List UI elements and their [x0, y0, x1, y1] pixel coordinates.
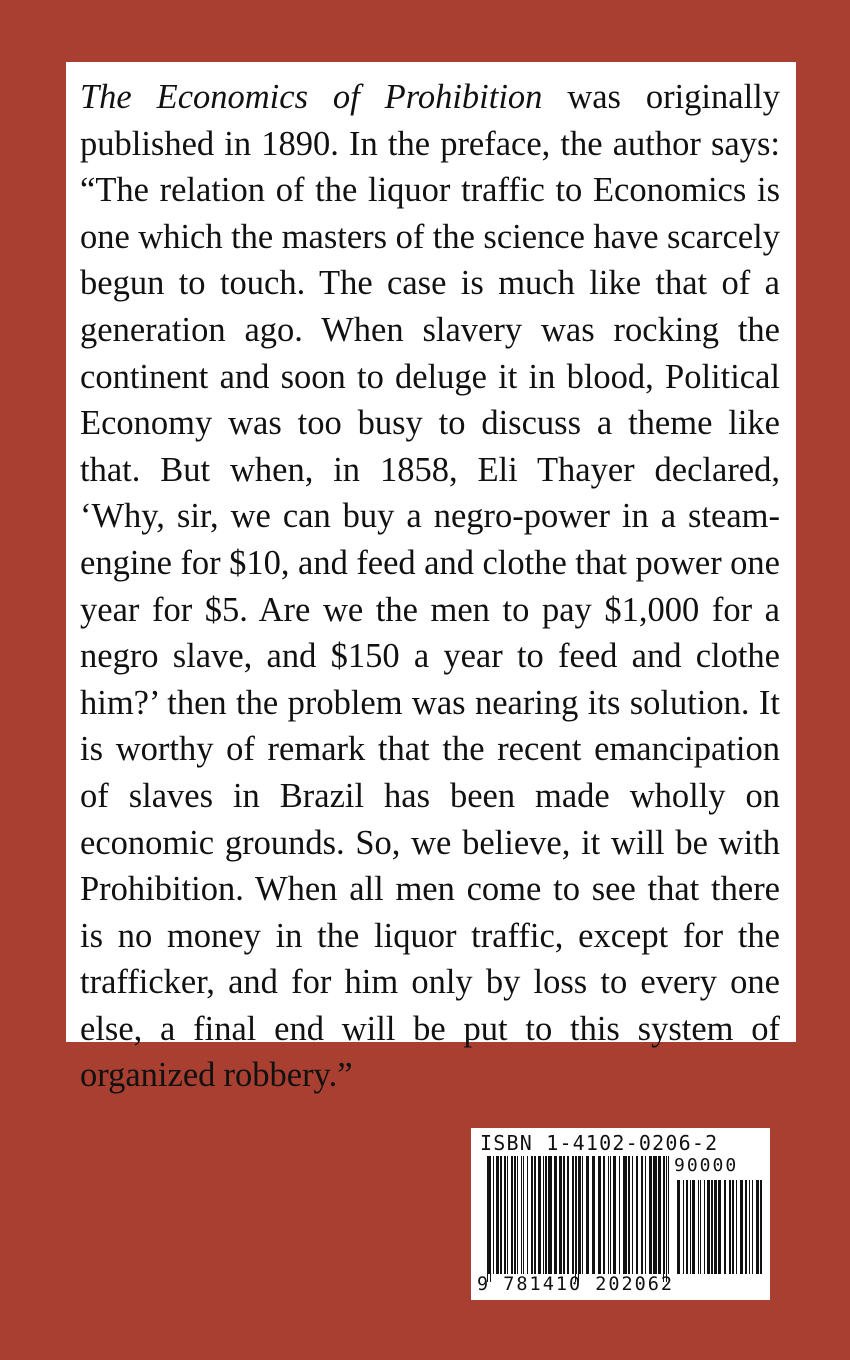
- barcode-bar: [658, 1156, 661, 1274]
- price-code: 90000: [674, 1155, 739, 1176]
- barcode-bar: [559, 1156, 562, 1274]
- barcode-bar: [582, 1156, 583, 1274]
- barcode-bar: [752, 1180, 753, 1274]
- barcode-bar: [760, 1180, 762, 1274]
- barcode-bar: [749, 1180, 750, 1274]
- barcode-guard-bar: [487, 1156, 488, 1282]
- book-title: The Economics of Prohibition: [80, 78, 543, 116]
- barcode-bar: [736, 1180, 737, 1274]
- barcode-bar: [504, 1156, 506, 1274]
- isbn-label: ISBN 1-4102-0206-2: [480, 1131, 719, 1155]
- barcode-bar: [649, 1156, 652, 1274]
- barcode-bar: [576, 1156, 577, 1274]
- barcode-bar: [608, 1156, 609, 1274]
- barcode-bar: [623, 1156, 627, 1274]
- barcode-bar: [700, 1180, 701, 1274]
- barcode-guard-bar: [666, 1156, 667, 1282]
- ean-digits: 9 781410 202062: [477, 1274, 675, 1295]
- barcode-bar: [598, 1156, 601, 1274]
- blurb-body: was originally published in 1890. In the preface, the author says: “The relation of the liquor traffic to Economics is one which the masters of the science have scarcely begun to touch. The case is much like that of a generation ago. When slavery was rocking the continent and soon to deluge it in blood, Political Economy was too busy to discuss a theme like that. But when, in 1858, Eli Thayer declared, ‘Why, sir, we can buy a negro-power in a steam-engine for $10, and feed and clothe that power one year for $5. Are we the men to pay $1,000 for a negro slave, and $150 a year to feed and clothe him?’ then the problem was nearing its solution. It is worthy of remark that the recent emancipation of slaves in Brazil has been made wholly on economic grounds. So, we believe, it will be with Prohibition. When all men come to see that there is no money in the liquor traffic, except for the trafficker, and for him only by loss to every one else, a final end will be put to this system of organized robbery.”: [80, 78, 781, 1095]
- barcode-bar: [714, 1180, 717, 1274]
- barcode-bar: [628, 1156, 630, 1274]
- barcode-bar: [586, 1156, 589, 1274]
- barcode-bar: [729, 1180, 731, 1274]
- barcode-bar: [707, 1180, 710, 1274]
- barcode-bar: [531, 1156, 533, 1274]
- barcode-guard-bar: [490, 1156, 491, 1282]
- barcode-bar: [704, 1180, 705, 1274]
- barcode-bar: [686, 1180, 688, 1274]
- barcode-bar: [511, 1156, 513, 1274]
- blurb-paragraph: [80, 74, 780, 1099]
- barcode-bar: [690, 1180, 691, 1274]
- barcode-bar: [603, 1156, 605, 1274]
- barcode-bar: [610, 1156, 611, 1274]
- barcode-bar: [496, 1156, 499, 1274]
- barcode-bar: [653, 1156, 657, 1274]
- barcode-bar: [636, 1156, 638, 1274]
- barcode-guard-bar: [578, 1156, 579, 1282]
- barcode-bar: [613, 1156, 616, 1274]
- blurb-panel: [66, 62, 796, 1095]
- barcode-bar: [572, 1156, 574, 1274]
- barcode-bar: [567, 1156, 569, 1274]
- barcode-bar: [500, 1156, 502, 1274]
- barcode-bar: [724, 1180, 726, 1274]
- barcode-bar: [545, 1156, 547, 1274]
- barcode-bar: [677, 1180, 680, 1274]
- barcode-bar: [756, 1180, 759, 1274]
- barcode-bar: [523, 1156, 524, 1274]
- barcode-bar: [493, 1156, 494, 1274]
- barcode-bar: [554, 1156, 557, 1274]
- barcode-bar: [563, 1156, 565, 1274]
- barcode-bar: [732, 1180, 734, 1274]
- barcode-bar: [514, 1156, 516, 1274]
- barcode-bar: [641, 1156, 643, 1274]
- barcode-guard-bar: [575, 1156, 576, 1282]
- barcode-box: [471, 1128, 770, 1300]
- barcode-bar: [718, 1180, 721, 1274]
- barcode-bar: [745, 1180, 747, 1274]
- barcode-bar: [592, 1156, 595, 1274]
- barcode-bar: [698, 1180, 699, 1274]
- barcode-bar: [645, 1156, 646, 1274]
- barcode-bar: [619, 1156, 620, 1274]
- barcode-bar: [538, 1156, 541, 1274]
- barcode-bar: [517, 1156, 518, 1274]
- barcode-bar: [711, 1180, 713, 1274]
- barcode-bar: [740, 1180, 743, 1274]
- barcode-bar: [507, 1156, 508, 1274]
- barcode-guard-bar: [663, 1156, 664, 1282]
- barcode-bar: [683, 1180, 684, 1274]
- barcode-bar: [527, 1156, 528, 1274]
- barcode-bar: [668, 1156, 669, 1274]
- barcode-bar: [543, 1156, 544, 1274]
- barcode-bar: [521, 1156, 522, 1274]
- barcode-bar: [534, 1156, 536, 1274]
- barcode-bar: [632, 1156, 633, 1274]
- barcode-bar: [692, 1180, 695, 1274]
- barcode-bar: [548, 1156, 552, 1274]
